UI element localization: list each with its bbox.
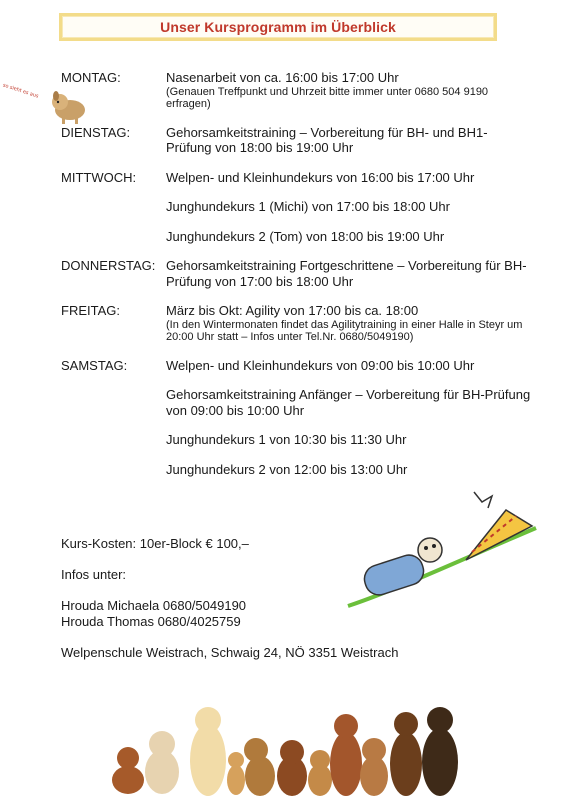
doodle-text: so sieht es aus bbox=[1, 82, 40, 100]
course-text: Welpen- und Kleinhundekurs von 16:00 bis 17:00 Uhr bbox=[166, 169, 475, 185]
course-entry bbox=[166, 432, 531, 448]
schedule-day bbox=[61, 358, 531, 492]
day-label: SAMSTAG: bbox=[61, 357, 128, 373]
course-costs: Kurs-Kosten: 10er-Block € 100,– bbox=[61, 536, 249, 551]
course-entry bbox=[166, 70, 531, 111]
schedule-day bbox=[61, 303, 531, 358]
page-title: Unser Kursprogramm im Überblick bbox=[160, 19, 396, 35]
schedule-day bbox=[61, 125, 531, 170]
day-entries bbox=[166, 125, 531, 170]
day-label: MONTAG: bbox=[61, 70, 121, 85]
day-label: DONNERSTAG: bbox=[61, 258, 156, 273]
course-entry bbox=[166, 199, 531, 215]
course-entry bbox=[166, 387, 531, 418]
day-entries bbox=[166, 303, 531, 358]
day-entries bbox=[166, 258, 531, 303]
day-entries bbox=[166, 358, 531, 492]
day-entries bbox=[166, 170, 531, 259]
contact-michaela: Hrouda Michaela 0680/5049190 bbox=[61, 598, 247, 613]
course-text: Junghundekurs 1 (Michi) von 17:00 bis 18:00 Uhr bbox=[166, 199, 450, 214]
day-label: MITTWOCH: bbox=[61, 169, 137, 185]
course-entry bbox=[166, 229, 531, 245]
course-text: Junghundekurs 2 (Tom) von 18:00 bis 19:00 Uhr bbox=[166, 228, 445, 244]
course-text: Gehorsamkeitstraining – Vorbereitung für BH- und BH1-Prüfung von 18:00 bis 19:00 Uhr bbox=[166, 124, 488, 155]
course-schedule bbox=[61, 70, 531, 491]
day-label: DIENSTAG: bbox=[61, 124, 131, 140]
course-entry bbox=[166, 303, 531, 344]
course-note: (In den Wintermonaten findet das Agilitytraining in einer Halle in Steyr um 20:00 Uhr statt – Infos unter Tel.Nr. 0680/5049190) bbox=[166, 318, 523, 343]
course-entry bbox=[166, 462, 531, 478]
contact-thomas: Hrouda Thomas 0680/4025759 bbox=[61, 614, 241, 629]
course-text: Gehorsamkeitstraining Anfänger – Vorbereitung für BH-Prüfung von 09:00 bis 10:00 Uhr bbox=[166, 387, 531, 418]
course-entry bbox=[166, 170, 531, 186]
course-note: (Genauen Treffpunkt und Uhrzeit bitte immer unter 0680 504 9190 erfragen) bbox=[166, 85, 489, 110]
day-entries bbox=[166, 70, 531, 125]
schedule-day bbox=[61, 258, 531, 303]
course-text: Welpen- und Kleinhundekurs von 09:00 bis 10:00 Uhr bbox=[166, 357, 475, 373]
info-section bbox=[61, 536, 398, 661]
address: Welpenschule Weistrach, Schwaig 24, NÖ 3351 Weistrach bbox=[61, 645, 399, 660]
info-label: Infos unter: bbox=[61, 567, 127, 582]
title-banner bbox=[59, 13, 497, 41]
course-entry bbox=[166, 258, 531, 289]
dogs-group-image bbox=[106, 700, 470, 798]
course-text: Junghundekurs 1 von 10:30 bis 11:30 Uhr bbox=[166, 432, 407, 447]
course-text: Junghundekurs 2 von 12:00 bis 13:00 Uhr bbox=[166, 461, 408, 477]
schedule-day bbox=[61, 70, 531, 125]
course-text: Gehorsamkeitstraining Fortgeschrittene – Vorbereitung für BH-Prüfung von 17:00 bis 18:00 Uhr bbox=[166, 258, 527, 289]
day-label: FREITAG: bbox=[61, 303, 120, 318]
course-text: Nasenarbeit von ca. 16:00 bis 17:00 Uhr bbox=[166, 70, 399, 85]
course-text: März bis Okt: Agility von 17:00 bis ca. 18:00 bbox=[166, 303, 419, 318]
course-entry bbox=[166, 358, 531, 374]
course-entry bbox=[166, 125, 531, 156]
schedule-day bbox=[61, 170, 531, 259]
